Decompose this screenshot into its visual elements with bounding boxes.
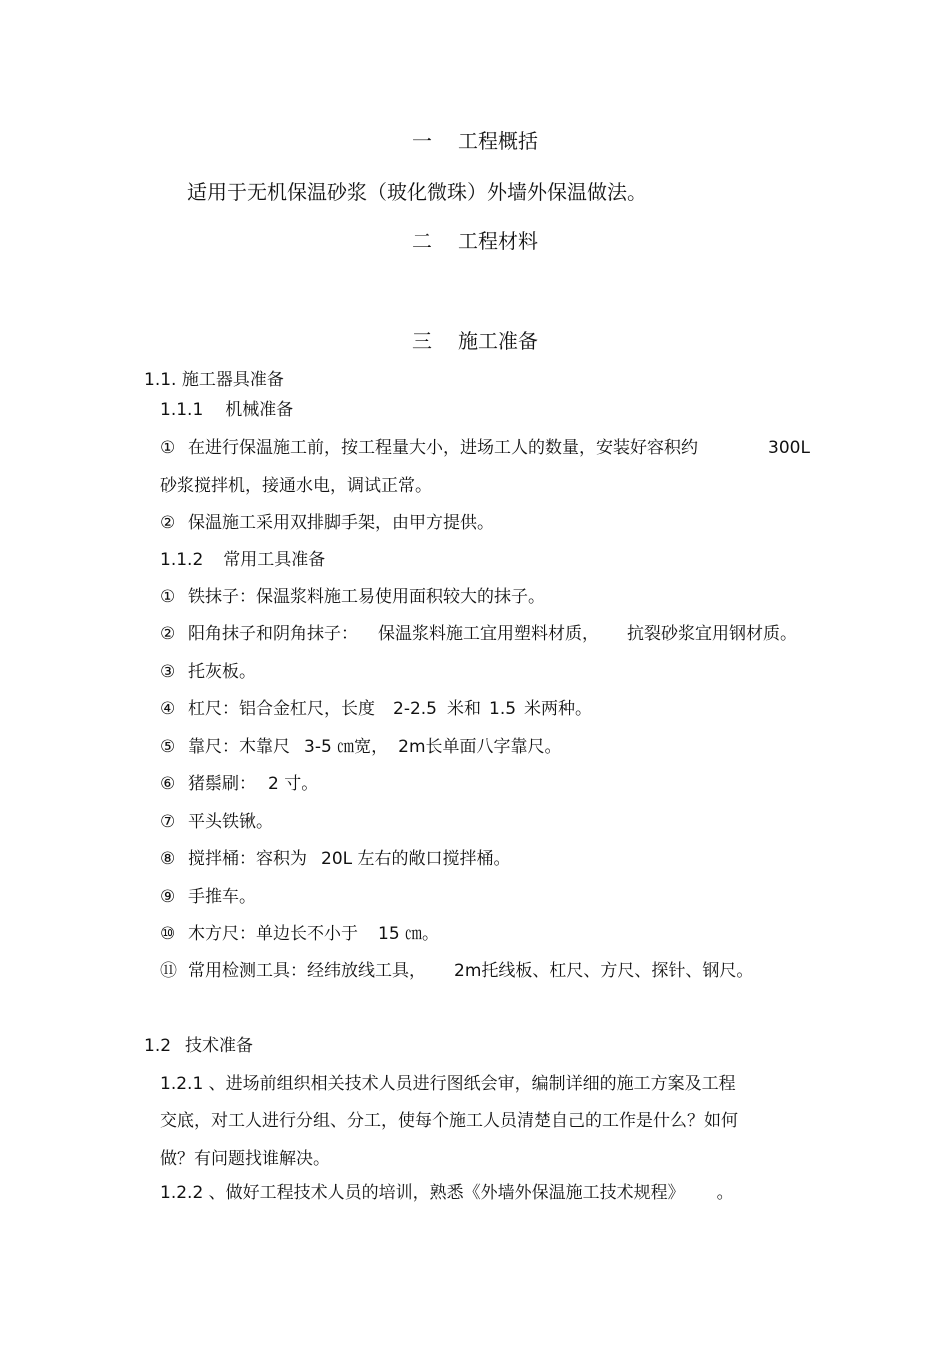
list-item — [160, 661, 256, 683]
item-text: 托灰板。 — [188, 662, 256, 682]
subheading-number: 1.2 — [144, 1036, 172, 1056]
item-text: 15 ㎝。 — [378, 924, 440, 944]
paragraph-punct: 。 — [716, 1183, 734, 1203]
list-item — [160, 848, 511, 870]
item-text: 靠尺：木靠尺 — [188, 737, 290, 757]
section-heading-2 — [0, 228, 950, 254]
intro-paragraph: 适用于无机保温砂浆（玻化微珠）外墙外保温做法。 — [187, 180, 647, 204]
paragraph-text: 1.2.2 、做好工程技术人员的培训，熟悉《外墙外保温施工技术规程》 — [160, 1183, 685, 1203]
item-marker: ② — [160, 624, 176, 644]
subheading-1-1-2 — [160, 549, 325, 571]
list-item — [160, 698, 592, 720]
item-marker: ⑩ — [160, 924, 176, 944]
item-text: 2m长单面八字靠尺。 — [398, 737, 562, 757]
subheading-title: 机械准备 — [225, 400, 294, 420]
item-text: 1.5 — [489, 699, 517, 719]
item-text: 猪鬃刷： — [188, 774, 256, 794]
list-item — [160, 960, 753, 982]
subheading-title: 技术准备 — [185, 1036, 254, 1056]
paragraph-line: 1.2.1 、进场前组织相关技术人员进行图纸会审，编制详细的施工方案及工程 — [160, 1074, 736, 1094]
section-title: 工程材料 — [458, 229, 538, 253]
item-text: 在进行保温施工前，按工程量大小，进场工人的数量，安装好容积约 — [188, 438, 698, 458]
list-item — [160, 623, 797, 645]
item-marker: ⑧ — [160, 849, 176, 869]
section-title: 施工准备 — [458, 329, 538, 353]
item-text: 2-2.5 — [393, 699, 437, 719]
list-item — [160, 736, 562, 758]
item-text: 保温浆料施工宜用塑料材质， — [378, 624, 599, 644]
item-text: 木方尺：单边长不小于 — [188, 924, 358, 944]
subheading-1-2 — [144, 1035, 253, 1057]
subheading-number: 1.1.2 — [160, 550, 204, 570]
list-item — [160, 586, 545, 608]
item-marker: ① — [160, 438, 176, 458]
item-marker: ④ — [160, 699, 176, 719]
item-text: 平头铁锹。 — [188, 812, 273, 832]
item-text: 阳角抹子和阴角抹子： — [188, 624, 358, 644]
subheading-number: 1.1.1 — [160, 400, 204, 420]
paragraph-line: 交底，对工人进行分组、分工，使每个施工人员清楚自己的工作是什么？如何 — [160, 1111, 738, 1131]
item-text: 抗裂砂浆宜用钢材质。 — [627, 624, 797, 644]
list-item — [160, 923, 439, 945]
item-marker: ② — [160, 513, 176, 533]
paragraph-line: 做？有问题找谁解决。 — [160, 1149, 330, 1169]
subheading-title: 常用工具准备 — [223, 550, 326, 570]
item-marker: ③ — [160, 662, 176, 682]
item-text: 搅拌桶：容积为 — [188, 849, 307, 869]
item-text: 杠尺：铝合金杠尺，长度 — [188, 699, 375, 719]
list-item — [160, 512, 494, 534]
item-text-continuation: 砂浆搅拌机，接通水电，调试正常。 — [160, 476, 432, 496]
item-text: 米和 — [447, 699, 481, 719]
list-item — [160, 773, 318, 795]
section-heading-1 — [0, 128, 950, 154]
section-number: 三 — [412, 329, 432, 353]
item-text: 铁抹子：保温浆料施工易使用面积较大的抹子。 — [188, 587, 545, 607]
section-number: 二 — [412, 229, 432, 253]
item-text: 保温施工采用双排脚手架，由甲方提供。 — [188, 513, 494, 533]
item-text-capacity: 300L — [768, 438, 810, 458]
section-heading-3 — [0, 328, 950, 354]
item-text: 20L 左右的敞口搅拌桶。 — [321, 849, 511, 869]
item-marker: ⑦ — [160, 812, 176, 832]
list-item — [160, 437, 698, 459]
item-marker: ① — [160, 587, 176, 607]
item-marker: ⑨ — [160, 887, 176, 907]
item-text: 手推车。 — [188, 887, 256, 907]
paragraph-line — [160, 1182, 734, 1204]
list-item — [160, 811, 273, 833]
item-text: 2m托线板、杠尺、方尺、探针、钢尺。 — [454, 961, 754, 981]
item-marker: ⑤ — [160, 737, 176, 757]
item-marker: ⑪ — [160, 961, 177, 981]
item-text: 3-5 ㎝宽， — [304, 737, 389, 757]
section-number: 一 — [412, 129, 432, 153]
item-text: 2 寸。 — [268, 774, 319, 794]
item-text: 米两种。 — [524, 699, 593, 719]
item-marker: ⑥ — [160, 774, 176, 794]
section-title: 工程概括 — [458, 129, 538, 153]
list-item — [160, 886, 256, 908]
subheading-1-1: 1.1. 施工器具准备 — [144, 370, 284, 390]
subheading-1-1-1 — [160, 399, 293, 421]
item-text: 常用检测工具：经纬放线工具， — [188, 961, 426, 981]
